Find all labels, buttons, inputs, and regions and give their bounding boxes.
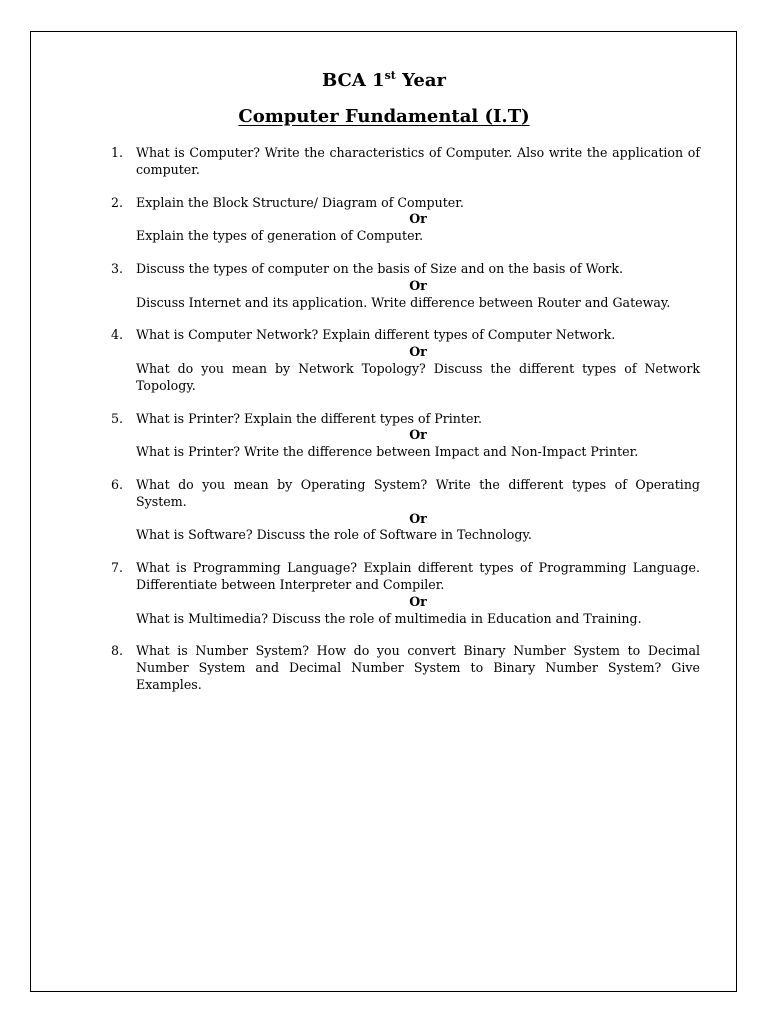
question-number: 8. [111, 643, 124, 659]
question-text: Discuss the types of computer on the basis of Size and on the basis of Work. [136, 260, 623, 276]
question-item [0, 145, 768, 179]
question-alt-text: What is Software? Discuss the role of Software in Technology. [136, 527, 532, 543]
question-number: 6. [111, 476, 124, 492]
question-alt-text: What do you mean by Network Topology? Discuss the different types of Network Topology. [136, 360, 700, 393]
question-number: 5. [111, 410, 124, 426]
question-item [0, 643, 768, 693]
question-text: What is Computer Network? Explain different types of Computer Network. [136, 327, 616, 343]
question-text: What is Printer? Explain the different types of Printer. [136, 410, 483, 426]
question-body [136, 327, 700, 394]
question-alt-text: What is Printer? Write the difference between Impact and Non-Impact Printer. [136, 444, 639, 460]
question-number: 7. [111, 560, 124, 576]
question-number: 3. [111, 260, 124, 276]
question-item [0, 411, 768, 461]
or-separator: Or [409, 211, 427, 227]
title-tail: Year [395, 70, 447, 91]
question-item [0, 327, 768, 394]
question-body [136, 195, 700, 245]
question-text: What do you mean by Operating System? Write the different types of Operating System. [136, 476, 700, 509]
document-title [0, 70, 768, 92]
question-body [136, 477, 700, 544]
question-item [0, 477, 768, 544]
question-alt-text: Explain the types of generation of Computer. [136, 228, 424, 244]
or-separator: Or [409, 427, 427, 443]
question-body [136, 643, 700, 693]
question-alt-text: Discuss Internet and its application. Write difference between Router and Gateway. [136, 294, 671, 310]
question-text: What is Programming Language? Explain different types of Programming Language. Differentiate between Interpreter and Compiler. [136, 560, 700, 592]
document-subtitle: Computer Fundamental (I.T) [238, 106, 530, 127]
or-separator: Or [409, 510, 427, 526]
question-body [136, 560, 700, 627]
question-item [0, 261, 768, 311]
title-superscript: st [384, 69, 396, 82]
question-number: 2. [111, 194, 124, 210]
or-separator: Or [409, 344, 427, 360]
question-alt-text: What is Multimedia? Discuss the role of multimedia in Education and Training. [136, 610, 642, 626]
question-text: What is Number System? How do you convert Binary Number System to Decimal Number System and Decimal Number System to Binary Number System? Give Examples. [136, 643, 700, 692]
question-text: What is Computer? Write the characteristics of Computer. Also write the application of computer. [136, 145, 700, 177]
or-separator: Or [409, 593, 427, 609]
question-list [0, 145, 768, 710]
question-item [0, 560, 768, 627]
question-body [136, 261, 700, 311]
question-item [0, 195, 768, 245]
title-main: BCA 1 [321, 70, 385, 91]
question-number: 1. [111, 145, 124, 160]
question-body [136, 411, 700, 461]
question-body [136, 145, 700, 179]
question-text: Explain the Block Structure/ Diagram of Computer. [136, 194, 464, 210]
question-number: 4. [111, 327, 124, 343]
or-separator: Or [409, 277, 427, 293]
